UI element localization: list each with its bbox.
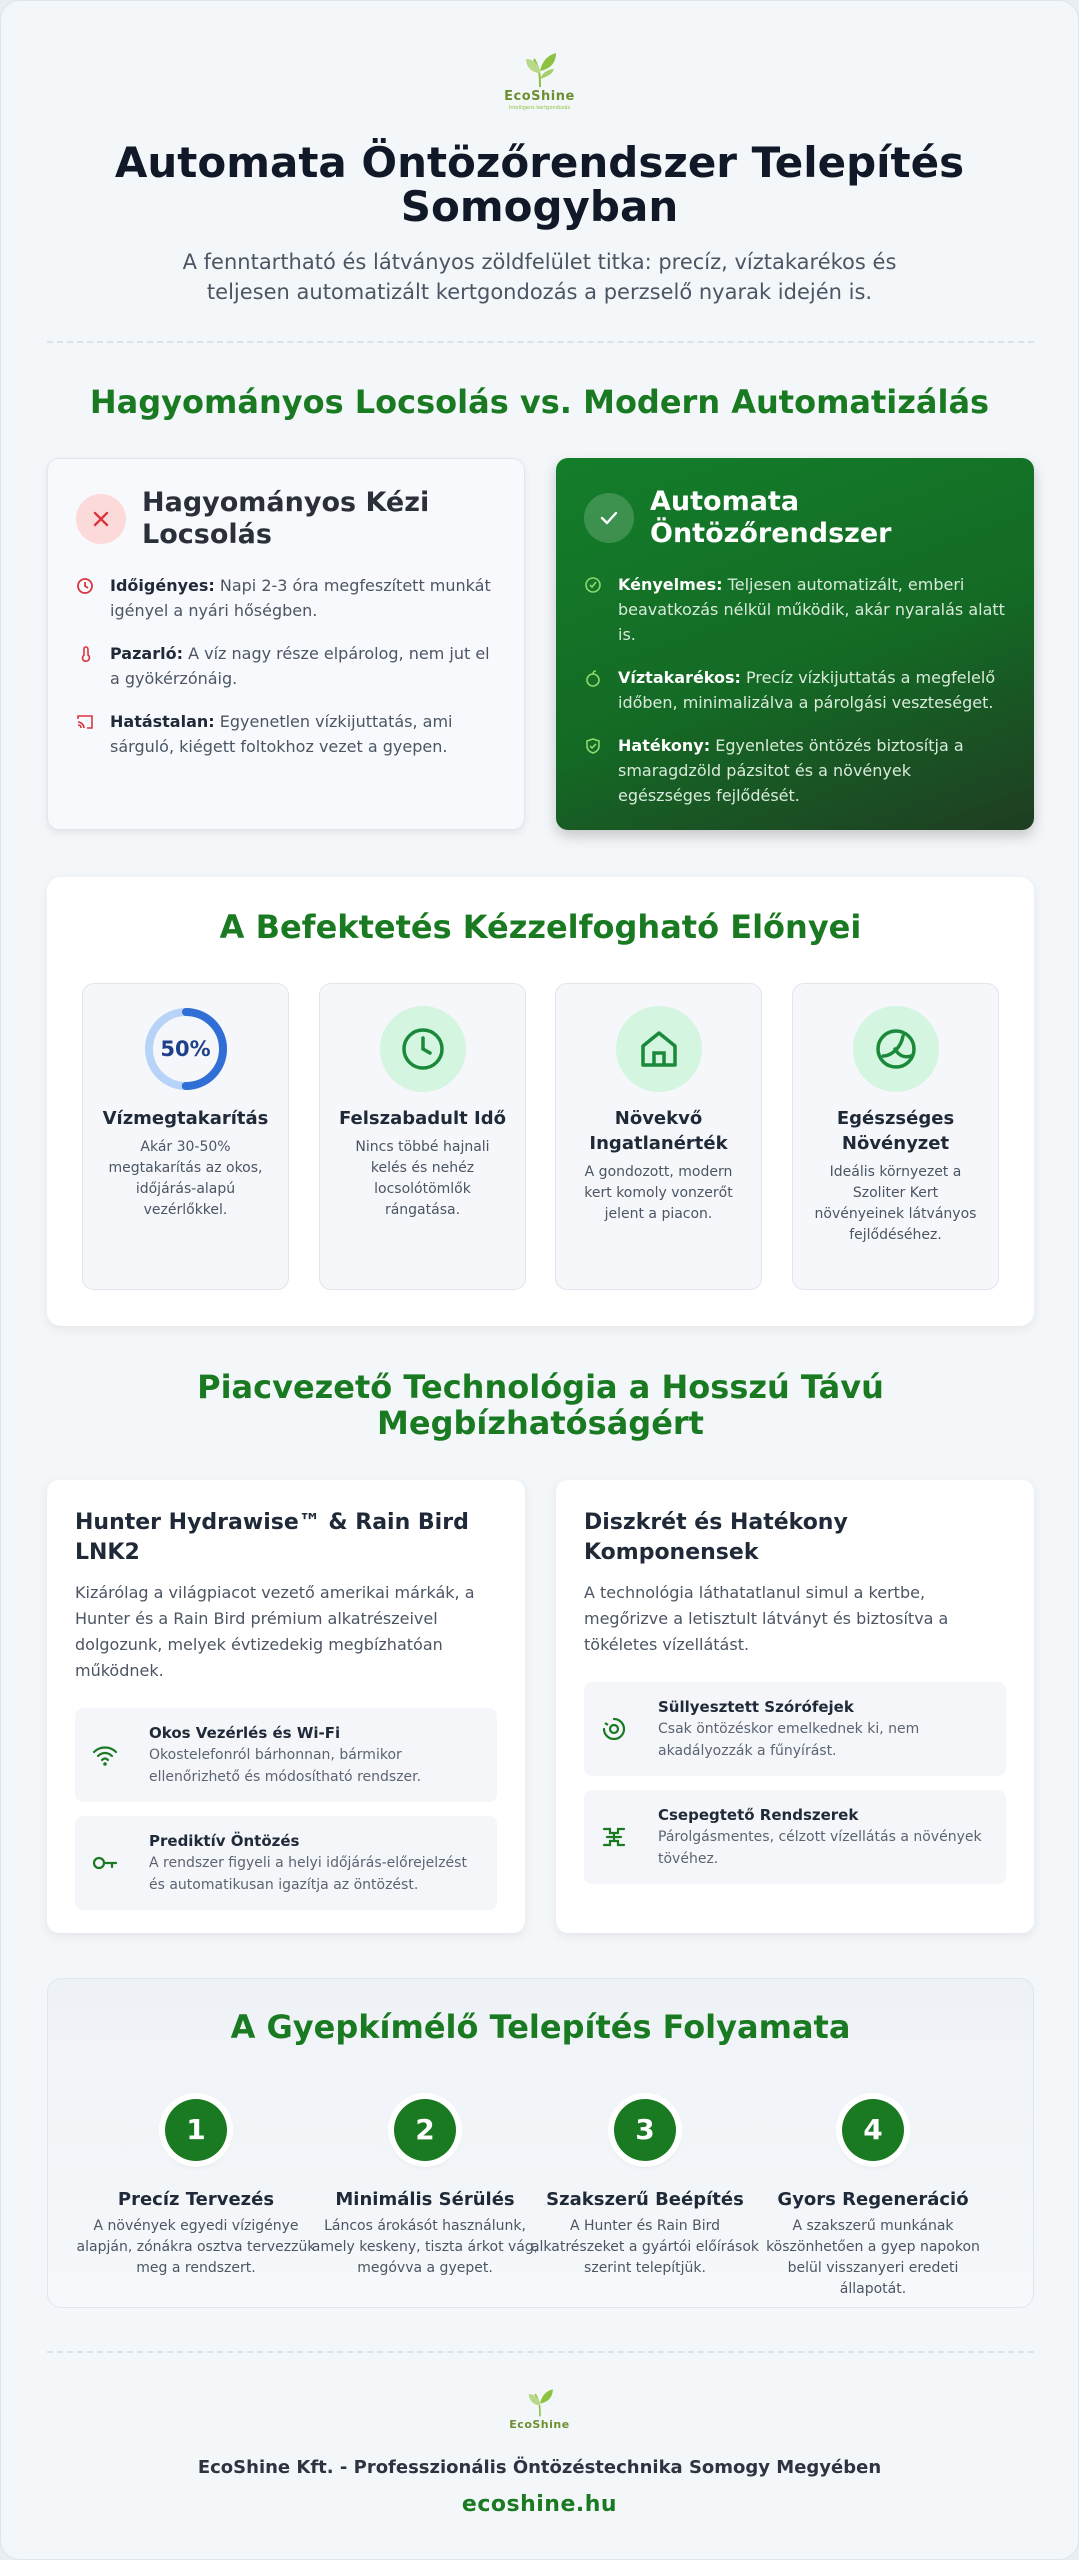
feature-item xyxy=(584,1682,1006,1776)
automatic-item xyxy=(584,665,1006,715)
x-icon xyxy=(76,494,126,544)
step-number: 4 xyxy=(842,2099,904,2161)
step-text: A Hunter és Rain Bird alkatrészeket a gyártói előírások szerint telepítjük. xyxy=(530,2218,760,2276)
step-text: A szakszerű munkának köszönhetően a gyep napokon belül visszanyeri eredeti állapotát. xyxy=(766,2218,980,2297)
footer-link[interactable]: ecoshine.hu xyxy=(461,2492,618,2517)
traditional-item xyxy=(76,573,496,623)
item-text: Egyenletes öntözés biztosítja a smaragdzöld pázsitot és a növények egészséges fejlődését. xyxy=(618,736,964,805)
logo-name: EcoShine xyxy=(509,2418,570,2431)
leaf-logo-icon xyxy=(520,49,560,89)
leaf-logo-icon xyxy=(524,2386,556,2418)
benefit-text: A gondozott, modern kert komoly vonzerőt jelent a piacon. xyxy=(584,1164,733,1222)
divider xyxy=(47,2351,1034,2353)
item-label: Hatástalan: xyxy=(110,712,215,731)
technology-card xyxy=(556,1480,1034,1933)
thermometer-icon xyxy=(76,641,96,691)
benefit-card xyxy=(555,983,762,1290)
benefit-title: Vízmegtakarítás xyxy=(102,1108,269,1129)
check-icon xyxy=(584,493,634,543)
item-text: Egyenetlen vízkijuttatás, ami sárguló, kiégett foltokhoz vezet a gyepen. xyxy=(110,712,453,756)
benefit-card xyxy=(792,983,999,1290)
footer-company: EcoShine Kft. - Professzionális Öntözéstechnika Somogy Megyében xyxy=(197,2457,882,2478)
footer-logo[interactable] xyxy=(1,2386,1078,2431)
cast-icon xyxy=(76,709,96,759)
feature-item xyxy=(584,1790,1006,1884)
key-icon xyxy=(91,1830,121,1896)
feature-item xyxy=(75,1816,497,1910)
drip-icon xyxy=(600,1804,630,1870)
item-label: Kényelmes: xyxy=(618,575,723,594)
feature-text: A rendszer figyeli a helyi időjárás-előrejelzést és automatikusan igazítja az öntözést. xyxy=(149,1855,467,1893)
feature-text: Párolgásmentes, célzott vízellátás a növények tövéhez. xyxy=(658,1829,982,1867)
item-label: Időigényes: xyxy=(110,576,215,595)
traditional-title: Hagyományos Kézi Locsolás xyxy=(142,487,430,550)
header xyxy=(1,49,1078,307)
traditional-item xyxy=(76,709,496,759)
tech-card-text: Kizárólag a világpiacot vezető amerikai márkák, a Hunter és a Rain Bird prémium alkatrészeivel dolgozunk, melyek évtizedekig megbízhatóan működnek. xyxy=(75,1583,475,1680)
page-subtitle: A fenntartható és látványos zöldfelület titka: precíz, víztakarékos és teljesen automatizált kertgondozás a perzselő nyarak idején is. xyxy=(182,250,897,304)
benefit-text: Akár 30-50% megtakarítás az okos, időjárás-alapú vezérlőkkel. xyxy=(108,1139,263,1218)
traditional-item xyxy=(76,641,496,691)
leaf-icon xyxy=(853,1006,939,1092)
item-label: Hatékony: xyxy=(618,736,711,755)
installation-section xyxy=(47,1978,1034,2308)
shield-check-icon xyxy=(584,733,604,808)
step-text: A növények egyedi vízigénye alapján, zónákra osztva tervezzük meg a rendszert. xyxy=(76,2218,316,2276)
logo-name: EcoShine xyxy=(504,89,575,104)
logo[interactable] xyxy=(1,49,1078,111)
step-number: 1 xyxy=(165,2099,227,2161)
check-circle-icon xyxy=(584,572,604,647)
feature-title: Csepegtető Rendszerek xyxy=(658,1806,859,1824)
step-title: Gyors Regeneráció xyxy=(777,2189,969,2210)
footer xyxy=(1,2386,1078,2517)
benefit-card xyxy=(82,983,289,1290)
technology-card xyxy=(47,1480,525,1933)
progress-label: 50% xyxy=(160,1037,211,1061)
traditional-card xyxy=(47,458,525,830)
benefit-title: Felszabadult Idő xyxy=(338,1108,506,1129)
feature-text: Csak öntözéskor emelkednek ki, nem akadályozzák a fűnyírást. xyxy=(658,1721,920,1759)
install-step xyxy=(76,2099,316,2279)
water-savings-progress-ring xyxy=(143,1006,229,1092)
house-icon xyxy=(616,1006,702,1092)
benefit-title: Növekvő Ingatlanérték xyxy=(589,1108,728,1154)
step-title: Szakszerű Beépítés xyxy=(546,2189,744,2210)
item-text: Teljesen automatizált, emberi beavatkozás nélkül működik, akár nyaralás alatt is. xyxy=(618,575,1005,644)
technology-title: Piacvezető Technológia a Hosszú Távú Megbízhatóságért xyxy=(197,1368,884,1442)
step-number: 3 xyxy=(614,2099,676,2161)
automatic-card xyxy=(556,458,1034,830)
step-text: Láncos árokásót használunk, amely keskeny, tiszta árkot vág, megóvva a gyepet. xyxy=(311,2218,539,2276)
clock-icon xyxy=(76,573,96,623)
logo-tagline: Intelligens kertgondozás xyxy=(508,105,571,111)
tech-card-title: Diszkrét és Hatékony Komponensek xyxy=(584,1510,848,1565)
benefit-text: Nincs többé hajnali kelés és nehéz locsolótömlők rángatása. xyxy=(355,1139,490,1218)
clock-icon xyxy=(380,1006,466,1092)
wifi-icon xyxy=(91,1722,121,1788)
install-step xyxy=(525,2099,765,2279)
feature-title: Prediktív Öntözés xyxy=(149,1832,300,1850)
feature-item xyxy=(75,1708,497,1802)
feature-text: Okostelefonról bárhonnan, bármikor ellenőrizhető és módosítható rendszer. xyxy=(149,1747,422,1785)
installation-title: A Gyepkímélő Telepítés Folyamata xyxy=(230,2008,851,2046)
sprinkler-icon xyxy=(600,1696,630,1762)
tech-card-text: A technológia láthatatlanul simul a kertbe, megőrizve a letisztult látványt és biztosítva a tökéletes vízellátást. xyxy=(584,1583,949,1654)
install-step xyxy=(305,2099,545,2279)
step-number: 2 xyxy=(394,2099,456,2161)
benefit-title: Egészséges Növényzet xyxy=(836,1108,955,1154)
automatic-item xyxy=(584,572,1006,647)
comparison-title: Hagyományos Locsolás vs. Modern Automatizálás xyxy=(89,383,990,421)
item-text: Napi 2-3 óra megfeszített munkát igényel a nyári hőségben. xyxy=(110,576,491,620)
item-text: A víz nagy része elpárolog, nem jut el a gyökérzónáig. xyxy=(110,644,490,688)
divider xyxy=(47,341,1034,343)
item-label: Pazarló: xyxy=(110,644,183,663)
benefit-card xyxy=(319,983,526,1290)
feature-title: Süllyesztett Szórófejek xyxy=(658,1698,854,1716)
benefits-section xyxy=(47,877,1034,1326)
page-title: Automata Öntözőrendszer Telepítés Somogyban xyxy=(114,138,965,231)
step-title: Precíz Tervezés xyxy=(117,2189,275,2210)
benefit-text: Ideális környezet a Szoliter Kert növényeinek látványos fejlődéséhez. xyxy=(814,1164,977,1243)
item-text: Precíz vízkijuttatás a megfelelő időben, minimalizálva a párolgási veszteséget. xyxy=(618,668,996,712)
feature-title: Okos Vezérlés és Wi-Fi xyxy=(149,1724,341,1742)
benefits-title: A Befektetés Kézzelfogható Előnyei xyxy=(219,908,862,946)
automatic-title: Automata Öntözőrendszer xyxy=(650,486,892,549)
apple-icon xyxy=(584,665,604,715)
tech-card-title: Hunter Hydrawise™ & Rain Bird LNK2 xyxy=(75,1510,469,1565)
automatic-item xyxy=(584,733,1006,808)
item-label: Víztakarékos: xyxy=(618,668,741,687)
step-title: Minimális Sérülés xyxy=(335,2189,515,2210)
install-step xyxy=(753,2099,993,2300)
